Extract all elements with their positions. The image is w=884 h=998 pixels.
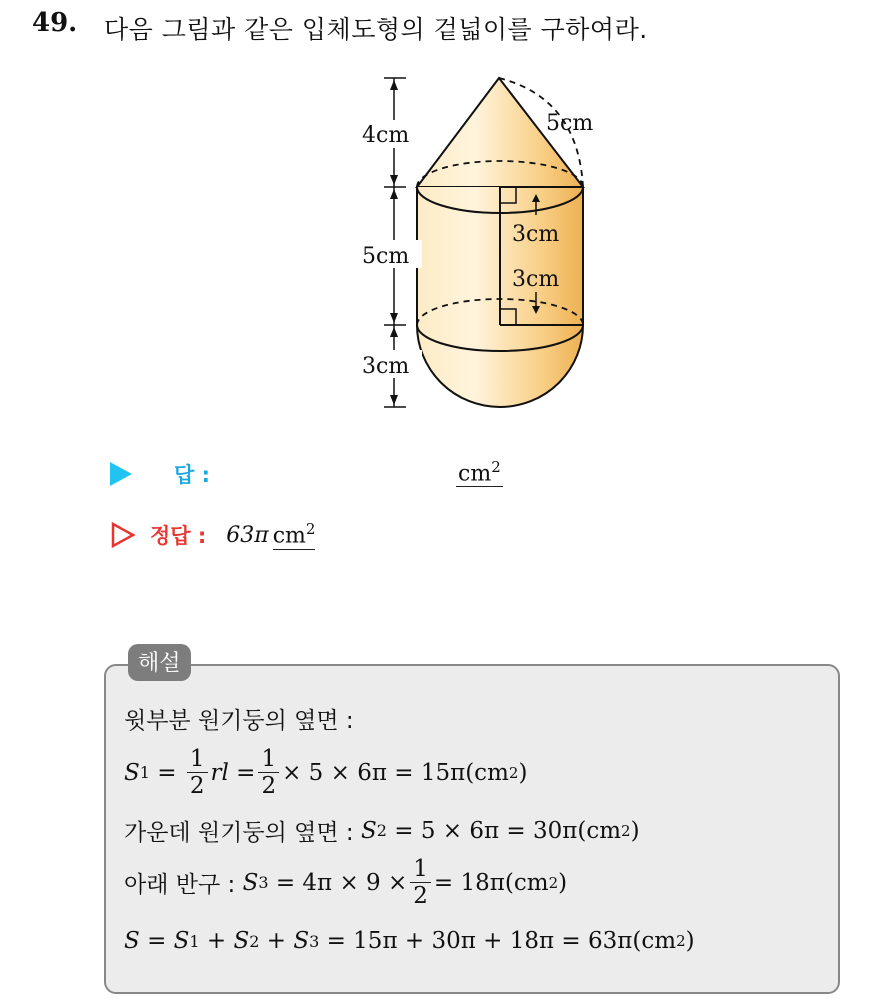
answer-blank[interactable] — [456, 458, 503, 487]
hemisphere-shape — [417, 325, 583, 407]
label-slant: 5cm — [546, 111, 594, 136]
explanation-line-2: S 1 = $\frac{1}{2}$ rl = $\frac{1}{2}$ × 5 × 6π = 15π(cm 2 ) — [124, 746, 528, 799]
label-hemisphere-height: 3cm — [362, 354, 410, 379]
label-radius-top: 3cm — [512, 222, 560, 247]
answer-label: 답 : — [174, 463, 210, 487]
explanation-line-1: 윗부분 원기둥의 옆면 : — [124, 708, 354, 734]
explanation-line-4: 아래 반구 : S 3 = 4π × 9 × $\frac{1}{2}$ = 18π(cm 2 ) — [124, 856, 568, 909]
explanation-line-3: 가운데 원기둥의 옆면 : S 2 = 5 × 6π = 30π(cm 2 ) — [124, 817, 640, 846]
label-cylinder-height: 5cm — [362, 244, 410, 269]
question-text: 다음 그림과 같은 입체도형의 겉넓이를 구하여라. — [104, 15, 648, 44]
answer-unit: cm — [458, 461, 492, 487]
explanation-line-5: S = S 1 + S 2 + S 3 = 15π + 30π + 18π = 63π(cm 2 ) — [124, 928, 695, 954]
question-number: 49. — [32, 8, 78, 38]
label-radius-bottom: 3cm — [512, 267, 560, 292]
solution-label: 정답 : — [150, 524, 207, 548]
explanation-tag: 해설 — [128, 644, 191, 681]
solution-row — [110, 520, 315, 550]
outline-play-icon — [110, 521, 136, 549]
solution-value: 63π — [226, 522, 269, 548]
answer-unit-exp: 2 — [491, 458, 501, 476]
play-icon — [110, 462, 132, 486]
solution-unit: $cm^2$ — [272, 520, 316, 549]
answer-row — [110, 456, 210, 492]
solid-figure — [350, 70, 620, 420]
label-cone-height: 4cm — [362, 123, 410, 148]
